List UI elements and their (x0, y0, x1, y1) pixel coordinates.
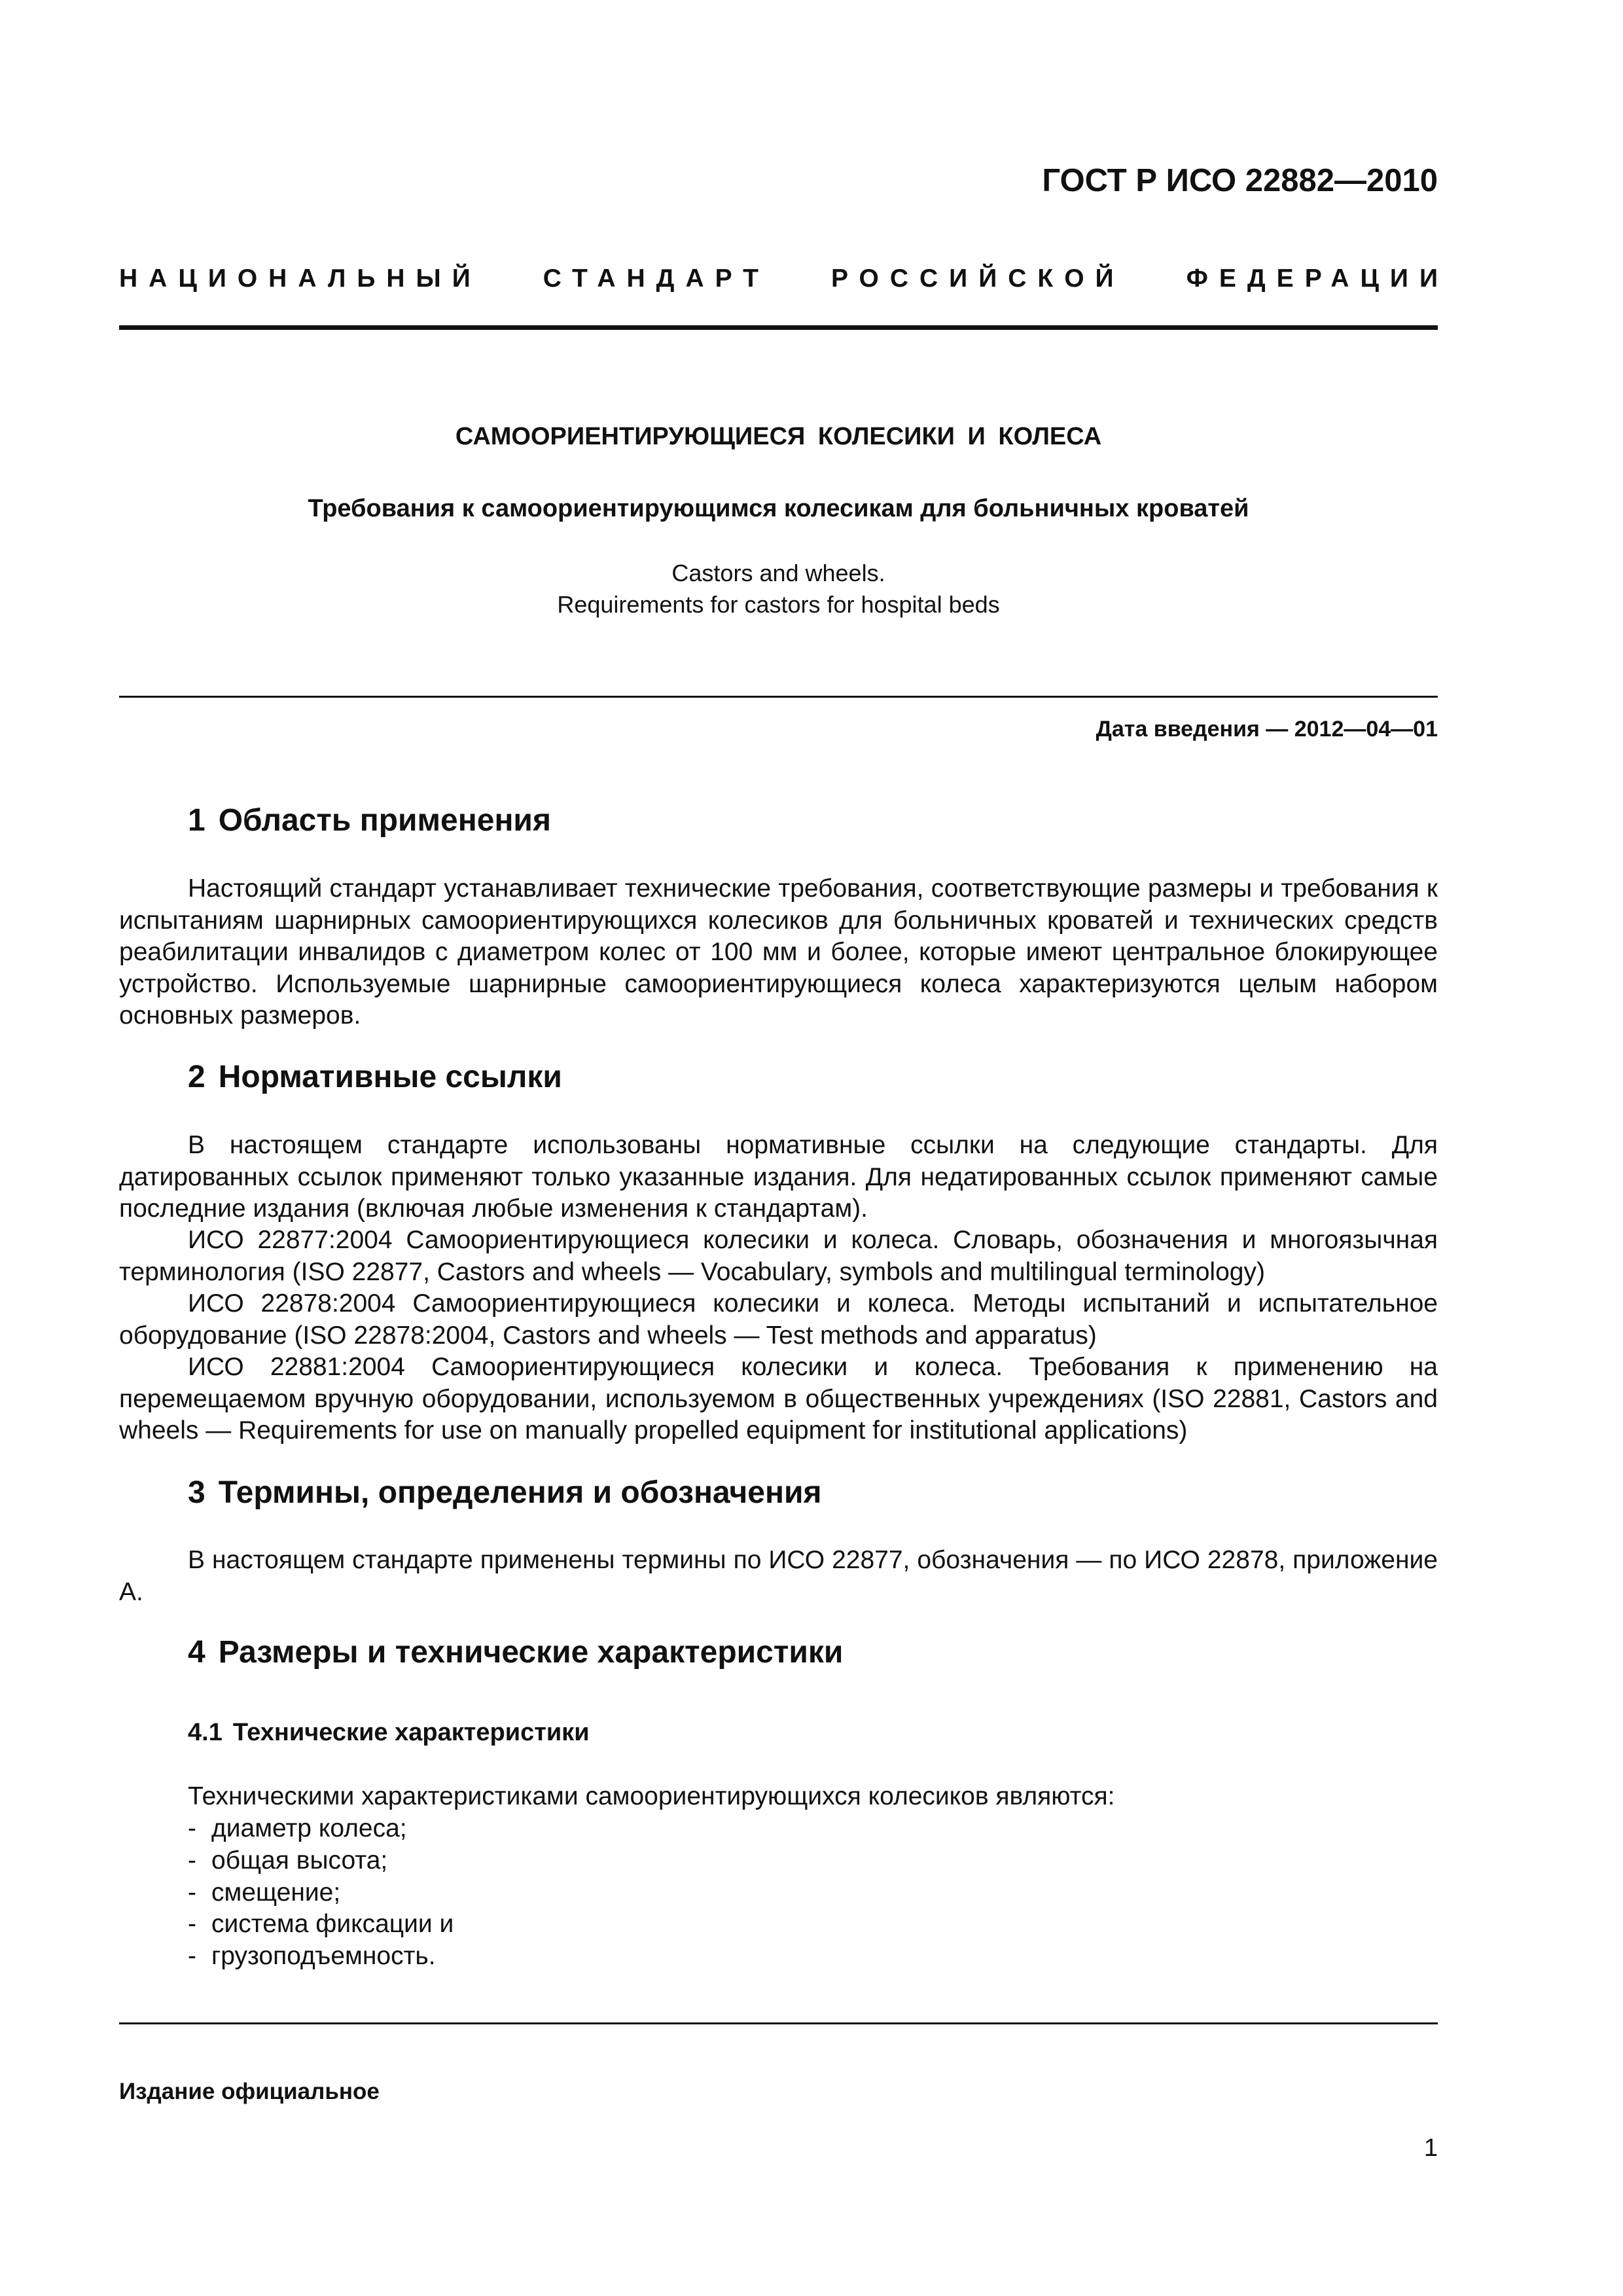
banner-word: НАЦИОНАЛЬНЫЙ (119, 264, 482, 293)
section-number: 4 (188, 1635, 205, 1670)
list-item: - грузоподъемность. (188, 1942, 436, 1971)
banner-word: СТАНДАРТ (543, 264, 770, 293)
reference-item: ИСО 22877:2004 Самоориентирующиеся колесики и колеса. Словарь, обозначения и многоязычная терминология (ISO 22877, Castors and wheels — Vocabulary, symbols and multilingual terminology) (119, 1226, 1438, 1286)
section-title: Термины, определения и обозначения (218, 1475, 822, 1510)
national-standard-banner (119, 264, 1449, 293)
paragraph: В настоящем стандарте применены термины по ИСО 22877, обозначения — по ИСО 22878, приложение А. (119, 1546, 1438, 1606)
list-lead: Техническими характеристиками самоориентирующихся колесиков являются: (188, 1782, 1115, 1810)
paragraph: В настоящем стандарте использованы нормативные ссылки на следующие стандарты. Для датированных ссылок применяют только указанные издания. Для недатированных ссылок применяют самые последние издания (включая любые изменения к стандартам). (119, 1131, 1438, 1223)
header-rule (119, 325, 1438, 330)
section-title: Нормативные ссылки (218, 1060, 562, 1094)
subsection-title: Технические характеристики (232, 1719, 590, 1746)
title-rule (119, 696, 1438, 698)
english-title-line: Requirements for castors for hospital beds (557, 591, 1000, 618)
subsection-heading (188, 1719, 590, 1747)
list-item: - диаметр колеса; (188, 1814, 407, 1842)
english-title (119, 558, 1438, 620)
section-number: 1 (188, 803, 205, 838)
edition-label: Издание официальное (119, 2079, 380, 2104)
list-item: - система фиксации и (188, 1910, 454, 1939)
section-heading (188, 1475, 822, 1511)
section-heading (188, 802, 551, 838)
section-number: 2 (188, 1060, 205, 1094)
section-number: 3 (188, 1475, 205, 1510)
section-heading (188, 1634, 843, 1670)
paragraph: Настоящий стандарт устанавливает технические требования, соответствующие размеры и требования к испытаниям шарнирных самоориентирующихся колесиков для больничных кроватей и технических средств реабилитации инвалидов с диаметром колес от 100 мм и более, которые имеют центральное блокирующее устройство. Используемые шарнирные самоориентирующиеся колеса характеризуются целым набором основных размеров. (119, 874, 1438, 1030)
subsection-number: 4.1 (188, 1719, 223, 1746)
reference-item: ИСО 22881:2004 Самоориентирующиеся колесики и колеса. Требования к применению на перемещаемом вручную оборудовании, используемом в общественных учреждениях (ISO 22881, Castors and wheels — Requirements for use on manually propelled equipment for institutional applications) (119, 1353, 1438, 1444)
banner-word: РОССИЙСКОЙ (831, 264, 1125, 293)
page-number: 1 (1423, 2134, 1438, 2162)
footer-rule (119, 2022, 1438, 2024)
section-heading (188, 1059, 562, 1095)
banner-word: ФЕДЕРАЦИИ (1186, 264, 1449, 293)
document-subtitle: Требования к самоориентирующимся колесикам для больничных кроватей (308, 495, 1249, 522)
introduction-date: Дата введения — 2012—04—01 (1096, 717, 1438, 742)
reference-item: ИСО 22878:2004 Самоориентирующиеся колесики и колеса. Методы испытаний и испытательное оборудование (ISO 22878:2004, Castors and wheels — Test methods and apparatus) (119, 1289, 1438, 1350)
list-item: - общая высота; (188, 1846, 388, 1874)
section-title: Область применения (218, 803, 551, 838)
list-item: - смещение; (188, 1878, 341, 1907)
section-title: Размеры и технические характеристики (218, 1635, 844, 1670)
characteristics-list (188, 1813, 454, 1973)
english-title-line: Castors and wheels. (671, 560, 885, 586)
document-code: ГОСТ Р ИСО 22882—2010 (1042, 163, 1438, 198)
document-title: САМООРИЕНТИРУЮЩИЕСЯ КОЛЕСИКИ И КОЛЕСА (455, 423, 1102, 450)
